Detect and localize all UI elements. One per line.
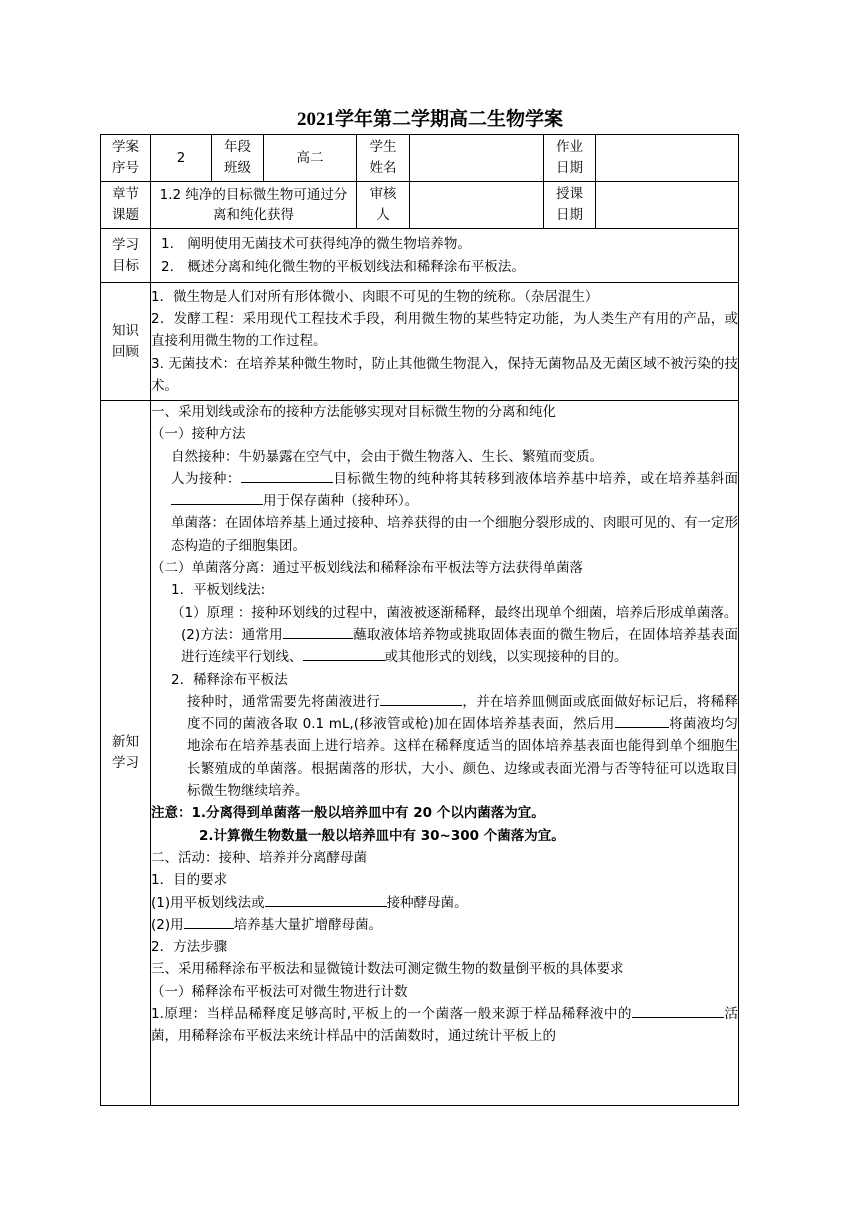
chapter-label: 章节课题 bbox=[112, 186, 139, 223]
goal-item: 2. 概述分离和纯化微生物的平板划线法和稀释涂布平板法。 bbox=[161, 258, 525, 275]
section-heading: 三、采用稀释涂布平板法和显微镜计数法可测定微生物的数量倒平板的具体要求 bbox=[151, 961, 624, 978]
student-value[interactable] bbox=[410, 135, 544, 182]
teach-date-label: 授课日期 bbox=[556, 186, 583, 223]
natural-inoculation: 自然接种：牛奶暴露在空气中，会由于微生物落入、生长、繁殖而变质。 bbox=[171, 448, 603, 465]
purpose-item: (1)用平板划线法或 接种酵母菌。 bbox=[151, 892, 738, 914]
subsection-heading: （二）单菌落分离：通过平板划线法和稀释涂布平板法等方法获得单菌落 bbox=[151, 560, 583, 577]
note-1: 注意：1.分离得到单菌落一般以培养皿中有 20 个以内菌落为宜。 bbox=[151, 805, 545, 822]
case-no-label: 学案序号 bbox=[112, 139, 139, 176]
streak-method: (2)方法：通常用 蘸取液体培养物或挑取固体表面的微生物后，在固体培养基表面进行连续平行划线、 或其他形式的划线，以实现接种的目的。 bbox=[151, 624, 738, 669]
artificial-inoculation: 人为接种： 目标微生物的纯种将其转移到液体培养基中培养，或在培养基斜面用于保存菌种（接种环）。 bbox=[151, 468, 738, 513]
goals-label: 学习目标 bbox=[112, 236, 139, 274]
chapter-value: 1.2 纯净的目标微生物可通过分离和纯化获得 bbox=[151, 182, 357, 229]
grade-value: 高二 bbox=[264, 135, 357, 182]
fill-blank[interactable] bbox=[632, 1003, 724, 1018]
section-heading: 二、活动：接种、培养并分离酵母菌 bbox=[151, 849, 367, 866]
fill-blank[interactable] bbox=[380, 691, 462, 706]
subsection-heading: （一）接种方法 bbox=[151, 426, 246, 443]
spread-title: 2．稀释涂布平板法 bbox=[171, 671, 288, 688]
goals-content bbox=[151, 229, 739, 283]
reviewer-value[interactable] bbox=[410, 182, 544, 229]
section-heading: 一、采用划线或涂布的接种方法能够实现对目标微生物的分离和纯化 bbox=[151, 404, 556, 420]
purpose-heading: 1．目的要求 bbox=[151, 872, 228, 889]
subsection-heading: （一）稀释涂布平板法可对微生物进行计数 bbox=[151, 983, 408, 1000]
counting-principle: 1.原理：当样品稀释度足够高时,平板上的一个菌落一般来源于样品稀释液中的 活菌，用稀释涂布平板法来统计样品中的活菌数时，通过统计平板上的 bbox=[151, 1003, 738, 1048]
steps-heading: 2．方法步骤 bbox=[151, 939, 228, 956]
fill-blank[interactable] bbox=[265, 892, 387, 907]
student-label: 学生姓名 bbox=[369, 139, 397, 176]
worksheet-table bbox=[100, 134, 739, 1106]
fill-blank[interactable] bbox=[615, 713, 669, 728]
grade-label: 年段班级 bbox=[224, 139, 251, 176]
new-knowledge-label: 新知学习 bbox=[112, 734, 139, 771]
fill-blank[interactable] bbox=[184, 914, 234, 929]
fill-blank[interactable] bbox=[241, 468, 333, 483]
review-label: 知识回顾 bbox=[112, 322, 139, 360]
homework-date-value[interactable] bbox=[596, 135, 739, 182]
purpose-item: (2)用 培养基大量扩增酵母菌。 bbox=[151, 914, 738, 936]
single-colony-definition: 单菌落：在固体培养基上通过接种、培养获得的由一个细胞分裂形成的、肉眼可见的、有一定形态构造的子细胞集团。 bbox=[171, 515, 738, 554]
review-item: 3. 无菌技术：在培养某种微生物时，防止其他微生物混入，保持无菌物品及无菌区域不被污染的技术。 bbox=[151, 355, 738, 394]
fill-blank[interactable] bbox=[303, 646, 385, 661]
streak-principle: （1）原理 ：接种环划线的过程中，菌液被逐渐稀释，最终出现单个细菌，培养后形成单菌落。 bbox=[171, 604, 738, 621]
streak-title: 1．平板划线法: bbox=[171, 582, 266, 599]
teach-date-value[interactable] bbox=[596, 182, 739, 229]
fill-blank[interactable] bbox=[171, 490, 263, 505]
review-item: 2．发酵工程：采用现代工程技术手段，利用微生物的某些特定功能，为人类生产有用的产品，或直接利用微生物的工作过程。 bbox=[151, 311, 738, 350]
goal-item: 1. 阐明使用无菌技术可获得纯净的微生物培养物。 bbox=[161, 236, 471, 253]
case-no-value: 2 bbox=[151, 135, 212, 182]
new-knowledge-content bbox=[151, 401, 739, 1106]
page-title: 2021学年第二学期高二生物学案 bbox=[296, 109, 563, 130]
note-2: 2.计算微生物数量一般以培养皿中有 30~300 个菌落为宜。 bbox=[199, 827, 565, 844]
review-content bbox=[151, 283, 739, 401]
reviewer-label: 审核人 bbox=[369, 186, 397, 223]
review-item: 1．微生物是人们对所有形体微小、肉眼不可见的生物的统称。（杂居混生） bbox=[151, 288, 599, 305]
fill-blank[interactable] bbox=[283, 624, 353, 639]
homework-date-label: 作业日期 bbox=[556, 139, 583, 176]
spread-method: 接种时，通常需要先将菌液进行 ，并在培养皿侧面或底面做好标记后，将稀释度不同的菌液各取 0.1 mL,(移液管或枪)加在固体培养基表面，然后用 将菌液均匀地涂布在培养基表面上进行培养。这样在稀释度适当的固体培养基表面也能得到单个细胞生长繁殖成的单菌落。根据菌落的形状，大小、颜色、边缘或表面光滑与否等特征可以选取目标微生物继续培养。 bbox=[151, 691, 738, 802]
